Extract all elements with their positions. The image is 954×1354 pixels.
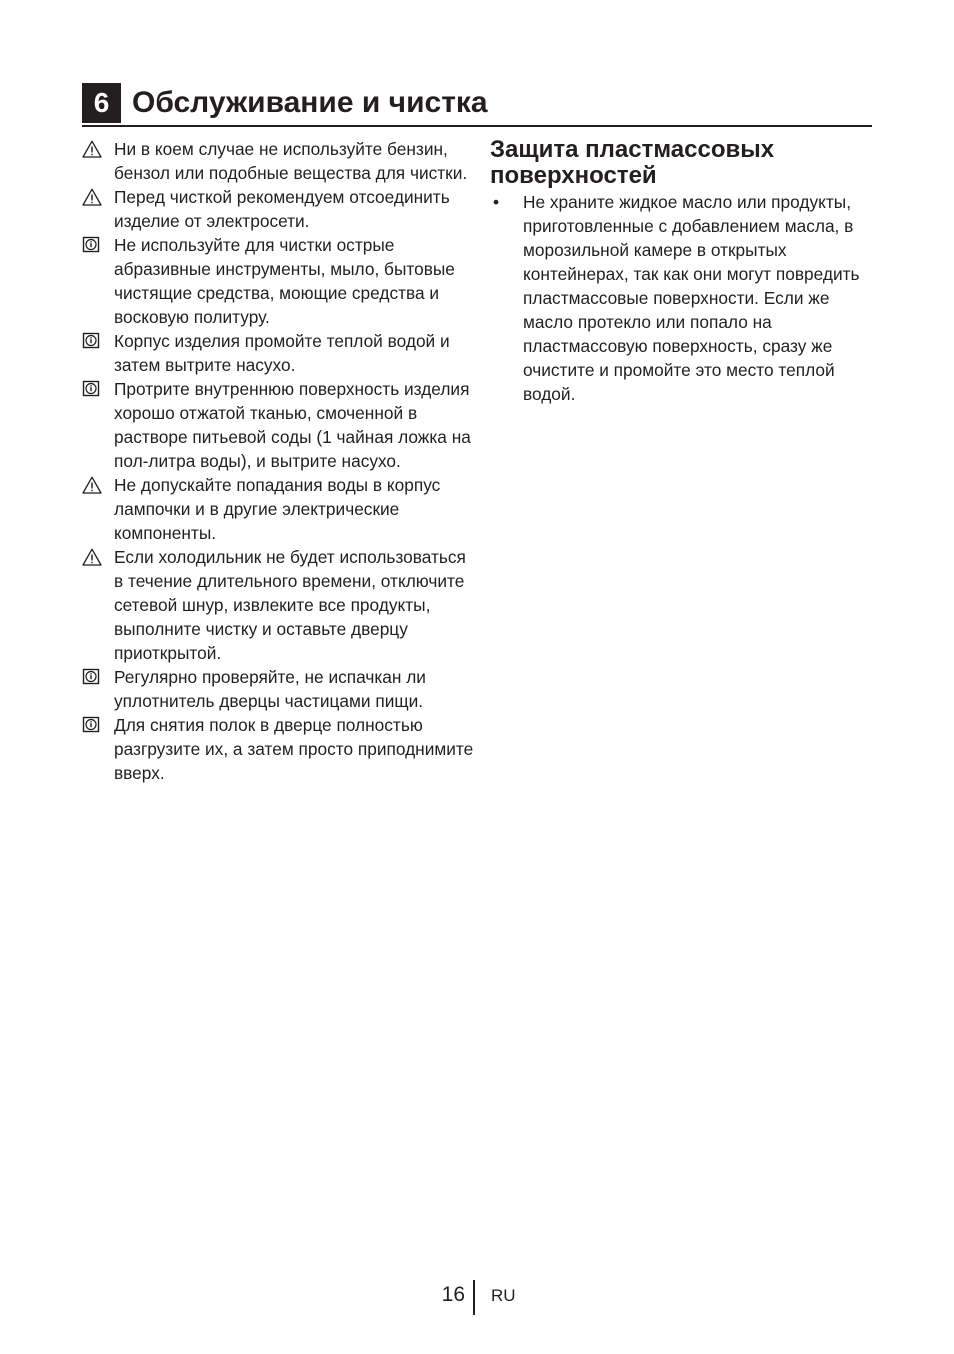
- info-icon: [82, 668, 102, 686]
- maintenance-list: [82, 137, 477, 785]
- info-icon: [82, 716, 102, 734]
- list-item: [82, 665, 477, 713]
- section-number: 6: [82, 83, 121, 123]
- list-item: [82, 185, 477, 233]
- item-text: Корпус изделия промойте теплой водой и затем вытрите насухо.: [114, 331, 450, 375]
- warning-icon: [82, 548, 102, 566]
- language-code: RU: [491, 1286, 516, 1305]
- warning-icon: [82, 140, 102, 158]
- warning-icon: [82, 188, 102, 206]
- item-text: Если холодильник не будет использоваться в течение длительного времени, отключите сетевой шнур, извлеките все продукты, выполните чистку и оставьте дверцу приоткрытой.: [114, 547, 466, 663]
- item-text: Не используйте для чистки острые абразивные инструменты, мыло, бытовые чистящие средства, моющие средства и восковую политуру.: [114, 235, 455, 327]
- list-item: [82, 377, 477, 473]
- page-number: 16: [441, 1283, 465, 1306]
- plastic-protection-section: [490, 137, 872, 406]
- list-item: [82, 545, 477, 665]
- info-icon: [82, 332, 102, 350]
- item-text: Ни в коем случае не используйте бензин, бензол или подобные вещества для чистки.: [114, 139, 468, 183]
- item-text: Не допускайте попадания воды в корпус лампочки и в другие электрические компоненты.: [114, 475, 441, 543]
- item-text: Для снятия полок в дверце полностью разгрузите их, а затем просто приподнимите вверх.: [114, 715, 474, 783]
- section-header: [82, 83, 872, 127]
- list-item: [490, 190, 872, 406]
- list-item: [82, 137, 477, 185]
- list-item: [82, 233, 477, 329]
- list-item: [82, 473, 477, 545]
- list-item: [82, 713, 477, 785]
- warning-icon: [82, 476, 102, 494]
- list-item: [82, 329, 477, 377]
- bullet-text: Не храните жидкое масло или продукты, приготовленные с добавлением масла, в морозильной камере в открытых контейнерах, так как они могут повредить пластмассовые поверхности. Если же масло протекло или попало на пластмассовую поверхность, сразу же очистите и промойте это место теплой водой.: [523, 192, 860, 404]
- section-title: Обслуживание и чистка: [132, 86, 488, 119]
- item-text: Протрите внутреннюю поверхность изделия хорошо отжатой тканью, смоченной в растворе питьевой соды (1 чайная ложка на пол-литра воды), и вытрите насухо.: [114, 379, 471, 471]
- subsection-title: Защита пластмассовых поверхностей: [490, 136, 775, 189]
- info-icon: [82, 380, 102, 398]
- bullet-icon: •: [492, 192, 500, 212]
- footer-divider: [473, 1280, 475, 1315]
- page-footer: [0, 1280, 954, 1320]
- item-text: Регулярно проверяйте, не испачкан ли уплотнитель дверцы частицами пищи.: [114, 667, 426, 711]
- item-text: Перед чисткой рекомендуем отсоединить изделие от электросети.: [114, 187, 450, 231]
- info-icon: [82, 236, 102, 254]
